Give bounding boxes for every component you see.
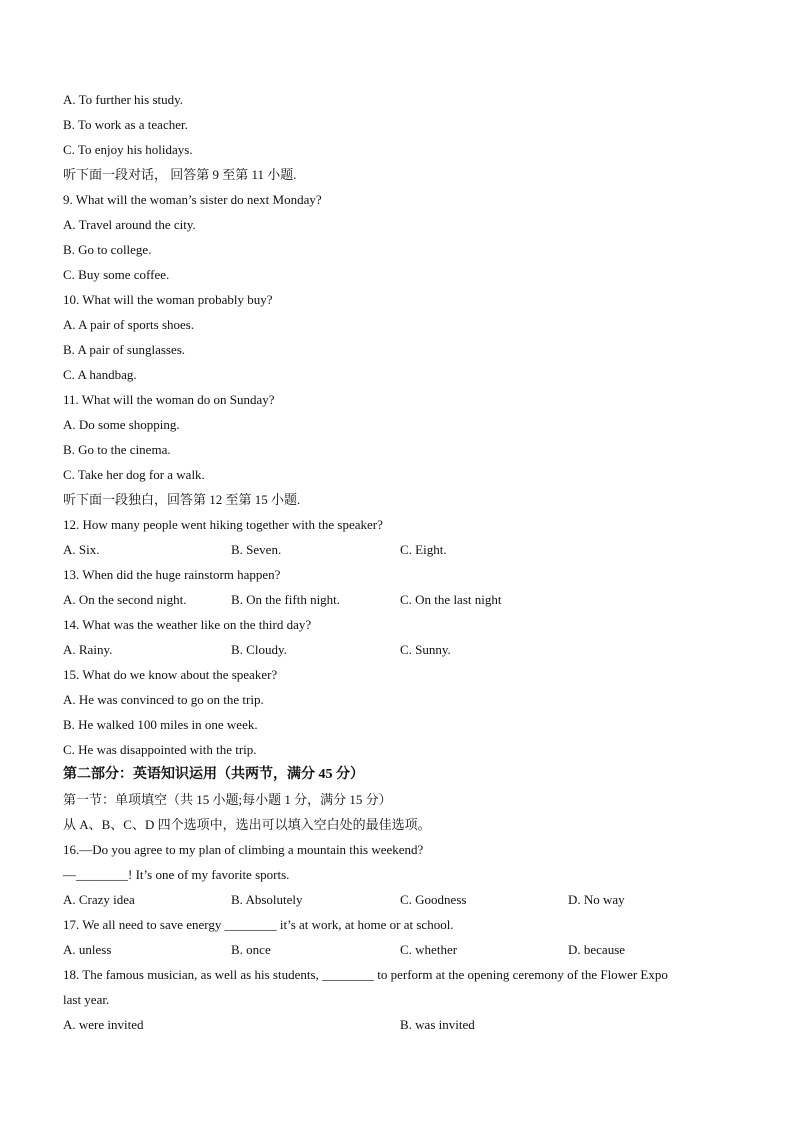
option-line: C. To enjoy his holidays. — [63, 142, 193, 157]
option-line: C. A handbag. — [63, 367, 137, 382]
option-line: C. Take her dog for a walk. — [63, 467, 205, 482]
option-b: B. Absolutely — [231, 892, 303, 907]
question-16: 16.—Do you agree to my plan of climbing a mountain this weekend? — [63, 842, 424, 857]
question-14: 14. What was the weather like on the third day? — [63, 617, 312, 632]
option-c: C. On the last night — [400, 592, 502, 607]
option-line: B. Go to the cinema. — [63, 442, 171, 457]
option-line: C. He was disappointed with the trip. — [63, 742, 257, 757]
option-d: D. because — [568, 942, 626, 957]
question-17: 17. We all need to save energy ________ it’s at work, at home or at school. — [63, 917, 454, 932]
option-line: A. He was convinced to go on the trip. — [63, 692, 264, 707]
options-row — [63, 637, 743, 662]
option-line: C. Buy some coffee. — [63, 267, 170, 282]
option-a: A. Six. — [63, 542, 100, 557]
option-line: A. Do some shopping. — [63, 417, 180, 432]
question-10: 10. What will the woman probably buy? — [63, 292, 273, 307]
section-instruction: 从 A、B、C、D 四个选项中，选出可以填入空白处的最佳选项。 — [63, 817, 431, 832]
question-18-continued: last year. — [63, 992, 110, 1007]
question-15: 15. What do we know about the speaker? — [63, 667, 278, 682]
question-11: 11. What will the woman do on Sunday? — [63, 392, 275, 407]
option-line: B. Go to college. — [63, 242, 152, 257]
question-18: 18. The famous musician, as well as his students, ________ to perform at the opening ceremony of the Flower Expo — [63, 967, 668, 982]
section-heading: 第一节：单项填空（共 15 小题;每小题 1 分，满分 15 分） — [63, 792, 392, 807]
option-a: A. Rainy. — [63, 642, 113, 657]
option-line: B. To work as a teacher. — [63, 117, 188, 132]
option-b: B. once — [231, 942, 271, 957]
question-12: 12. How many people went hiking together with the speaker? — [63, 517, 383, 532]
option-a: A. Crazy idea — [63, 892, 135, 907]
page-content — [63, 87, 743, 1037]
options-row — [63, 1012, 743, 1037]
part-heading: 第二部分：英语知识运用（共两节，满分 45 分） — [63, 767, 364, 782]
options-row — [63, 937, 743, 962]
option-line: A. Travel around the city. — [63, 217, 196, 232]
option-c: C. Eight. — [400, 542, 447, 557]
option-b: B. On the fifth night. — [231, 592, 341, 607]
section-instruction: 听下面一段对话， 回答第 9 至第 11 小题. — [63, 167, 297, 182]
option-a: A. On the second night. — [63, 592, 187, 607]
options-row — [63, 887, 743, 912]
option-b: B. Seven. — [231, 542, 282, 557]
question-13: 13. When did the huge rainstorm happen? — [63, 567, 281, 582]
option-c: C. Goodness — [400, 892, 467, 907]
question-16-response: —________! It’s one of my favorite sports. — [63, 867, 290, 882]
option-line: A. To further his study. — [63, 92, 184, 107]
options-row — [63, 587, 743, 612]
option-line: A. A pair of sports shoes. — [63, 317, 195, 332]
option-c: C. Sunny. — [400, 642, 451, 657]
option-a: A. unless — [63, 942, 112, 957]
option-line: B. He walked 100 miles in one week. — [63, 717, 258, 732]
option-b: B. was invited — [400, 1017, 475, 1032]
option-c: C. whether — [400, 942, 458, 957]
option-b: B. Cloudy. — [231, 642, 287, 657]
section-instruction: 听下面一段独白，回答第 12 至第 15 小题. — [63, 492, 301, 507]
option-line: B. A pair of sunglasses. — [63, 342, 186, 357]
option-d: D. No way — [568, 892, 625, 907]
question-9: 9. What will the woman’s sister do next Monday? — [63, 192, 322, 207]
option-a: A. were invited — [63, 1017, 144, 1032]
options-row — [63, 537, 743, 562]
